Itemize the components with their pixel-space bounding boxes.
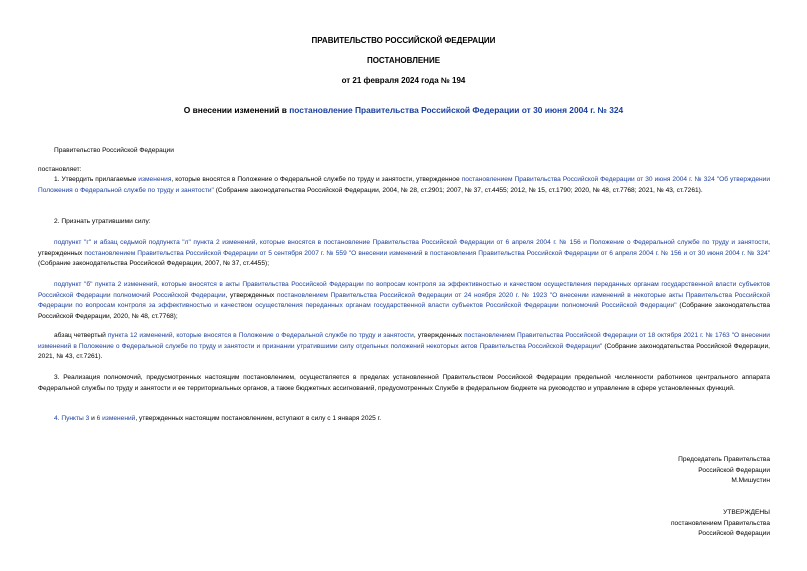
p4-text-e: , утвержденных настоящим постановлением, вступают в силу с 1 января 2025 г. [135,415,382,422]
p2c-text-a: абзац четвертый [54,332,108,339]
paragraph-1 [38,175,770,196]
date-number: от 21 февраля 2024 года № 194 [341,76,466,85]
title-link[interactable]: постановление Правительства Российской Федерации от 30 июня 2004 г. № 324 [289,105,624,115]
p2a-text-c: , утвержденных [38,239,770,257]
paragraph-2a [38,238,770,270]
paragraph-3: 3. Реализация полномочий, предусмотренных настоящим постановлением, осуществляется в пределах установленной Правительством Российской Федерации предельной численности работников центрального аппарата Федеральной службы по труду и занятости и ее территориальных органов, а также бюджетных ассигнований, предусмотренных Службе в федеральном бюджете на руководство и управление в сфере установленных функций. [38,374,770,392]
p1-text-a: 1. Утвердить прилагаемые [54,176,139,183]
approved-body: Российской Федерации [698,530,770,538]
title-prefix: О внесении изменений в [183,105,290,115]
signature-block [530,455,770,487]
signature-position: Председатель Правительства [678,456,770,463]
signature-name: М.Мишустин [731,477,770,485]
approved-block [530,508,770,540]
paragraph-2c [38,331,770,363]
p1-changes-link[interactable]: изменения [138,176,172,183]
p1-text-c: , которые вносятся в Положение о Федеральной службе по труду и занятости, утвержденное [171,176,462,183]
p1-decree-link[interactable]: постановлением Правительства Российской Федерации от 30 июня 2004 г. № 324 "Об утверждении Положения о Федеральной службе по труду и занятости" [38,176,770,194]
approved-heading: УТВЕРЖДЕНЫ [723,509,770,516]
paragraph-2: 2. Признать утратившими силу: [54,218,151,225]
signature-body: Российской Федерации [698,466,770,474]
p1-text-e: (Собрание законодательства Российской Федерации, 2004, № 28, ст.2901; 2007, № 37, ст.4455; 2012, № 15, ст.1790; 2020, № 48, ст.7768; 2021, № 43, ст.7261). [213,186,703,194]
p2b-changes-link[interactable]: подпункт "б" пункта 2 изменений, которые вносятся в акты Правительства Российской Федерации по вопросам контроля за эффективностью и качеством осуществления переданных органам государственной власти субъектов Российской Федерации полномочий Российской Федерации [38,281,770,299]
issuer: Правительство Российской Федерации [54,147,174,154]
p2c-text-e: (Собрание законодательства Российской Федерации, 2021, № 43, ст.7261). [38,342,770,361]
p2b-text-d: (Собрание законодательства Российской Федерации, 2020, № 48, ст.7768); [38,302,770,320]
paragraph-2b [38,280,770,322]
p2b-text-b: , утвержденных [225,291,278,299]
government-heading: ПРАВИТЕЛЬСТВО РОССИЙСКОЙ ФЕДЕРАЦИИ [311,36,496,45]
p2c-changes-link[interactable]: пункта 12 изменений, которые вносятся в Положение о Федеральной службе по труду и занятости [107,332,414,339]
decrees-word: постановляет: [38,166,82,173]
approved-by: постановлением Правительства [670,519,770,527]
p4-text-c: и [89,415,97,422]
p4-point3-link[interactable]: Пункты 3 [61,415,90,422]
p2a-decree-link[interactable]: постановлением Правительства Российской Федерации от 5 сентября 2007 г. № 559 "О внесении изменений в постановления Правительства Российской Федерации от 6 апреля 2004 г. № 156 и от 30 июня 2004 г. № 324" [84,249,771,257]
p2c-decree-link[interactable]: постановлением Правительства Российской Федерации от 18 октября 2021 г. № 1763 "О внесении изменений в Положение о Федеральной службе по труду и занятости и признании утратившими силу отдельных положений некоторых актов Правительства Российской Федерации" [38,332,770,350]
p2a-changes-link[interactable]: подпункта "л" пункта 2 изменений, которые вносятся в постановление Правительства Российской Федерации от 6 апреля 2004 г. № 156 и Положение о Федеральной службе по труду и занятости [148,239,769,246]
p2c-text-c: , утвержденных [413,332,465,339]
document-type: ПОСТАНОВЛЕНИЕ [366,56,441,65]
p4-number[interactable]: 4. [54,415,62,422]
p2b-decree-link[interactable]: постановлением Правительства Российской Федерации от 24 ноября 2020 г. № 1923 "О внесении изменений в некоторые акты Правительства Российской Федерации по вопросам контроля за эффективностью и качеством осуществления переданных органам государственной власти субъектов Российской Федерации полномочий Российской Федерации" [38,291,770,310]
document-title [0,105,807,116]
p4-changes-link[interactable]: 6 изменений [96,415,136,422]
p2a-text-a[interactable]: подпункт "г" и абзац седьмой [54,239,149,246]
p2a-text-e: (Собрание законодательства Российской Федерации, 2007, № 37, ст.4455); [38,260,270,268]
paragraph-4 [38,414,770,425]
